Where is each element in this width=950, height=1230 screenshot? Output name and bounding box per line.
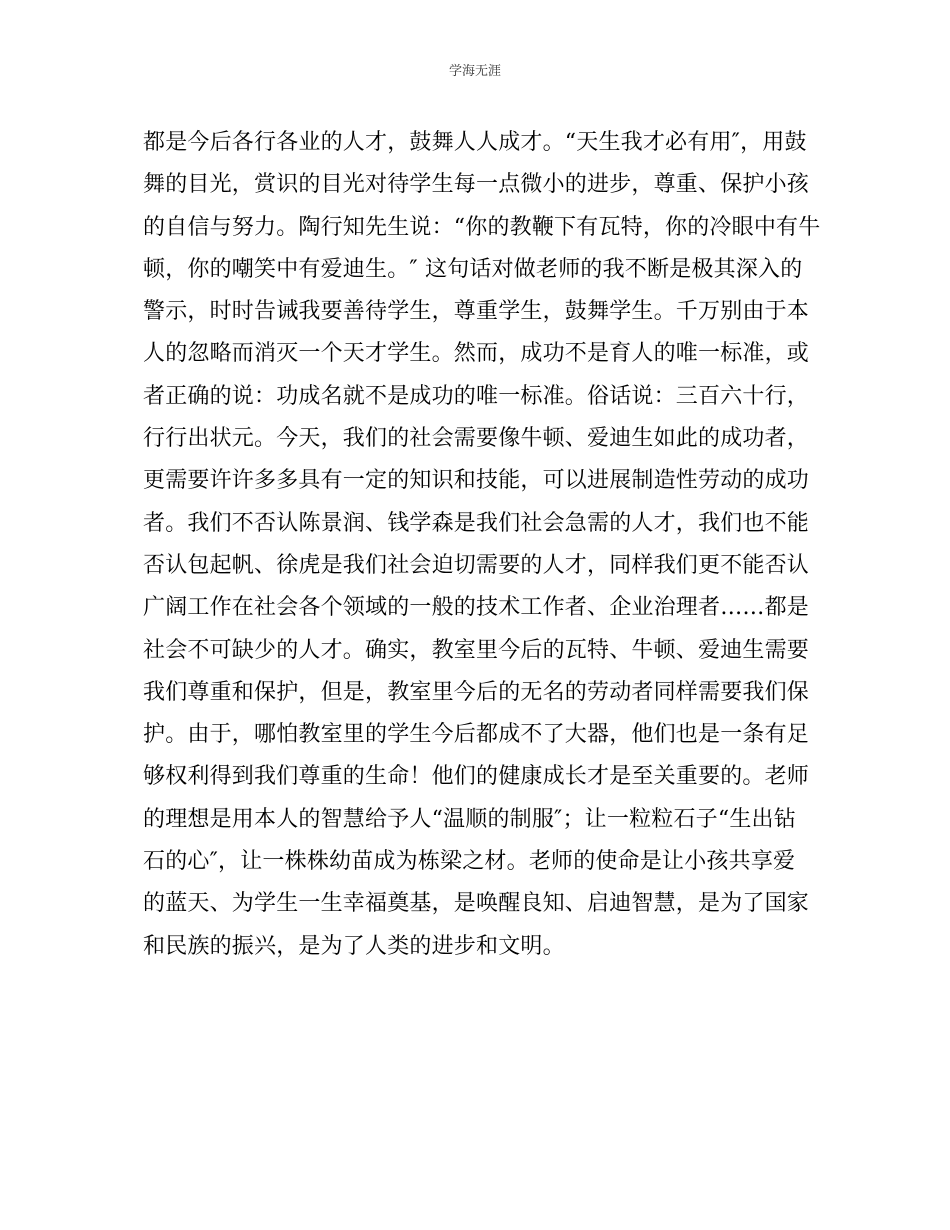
text-line: 广阔工作在社会各个领域的一般的技术工作者、企业治理者……都是	[143, 595, 810, 621]
text-line: 护。由于，哪怕教室里的学生今后都成不了大器，他们也是一条有足	[143, 722, 810, 748]
page-header: 学海无涯	[448, 64, 501, 79]
text-line: 够权利得到我们尊重的生命！他们的健康成长才是至关重要的。老师	[143, 764, 810, 790]
text-line: 舞的目光，赏识的目光对待学生每一点微小的进步，尊重、保护小孩	[143, 172, 810, 198]
text-line: 顿，你的嘲笑中有爱迪生。″ 这句话对做老师的我不断是极其深入的	[143, 256, 803, 282]
text-line: 者正确的说：功成名就不是成功的唯一标准。俗话说：三百六十行，	[143, 383, 810, 409]
text-line: 更需要许许多多具有一定的知识和技能，可以进展制造性劳动的成功	[143, 468, 810, 494]
text-line: 行行出状元。今天，我们的社会需要像牛顿、爱迪生如此的成功者，	[143, 426, 810, 452]
text-line: 社会不可缺少的人才。确实，教室里今后的瓦特、牛顿、爱迪生需要	[143, 637, 810, 663]
text-line: 我们尊重和保护，但是，教室里今后的无名的劳动者同样需要我们保	[143, 679, 810, 705]
body-paragraph	[143, 122, 821, 968]
text-line: 石的心″，让一株株幼苗成为栋梁之材。老师的使命是让小孩共享爱	[143, 849, 796, 875]
text-line: 都是今后各行各业的人才，鼓舞人人成才。“天生我才必有用″，用鼓	[143, 130, 807, 155]
text-line: 否认包起帆、徐虎是我们社会迫切需要的人才，同样我们更不能否认	[143, 552, 810, 578]
text-line: 警示，时时告诫我要善待学生，尊重学生，鼓舞学生。千万别由于本	[143, 299, 810, 325]
text-line: 人的忽略而消灭一个天才学生。然而，成功不是育人的唯一标准，或	[143, 341, 810, 367]
text-line: 的蓝天、为学生一生幸福奠基，是唤醒良知、启迪智慧，是为了国家	[143, 891, 810, 917]
text-line: 的自信与努力。陶行知先生说：“你的教鞭下有瓦特，你的冷眼中有牛	[143, 214, 821, 240]
text-line: 和民族的振兴，是为了人类的进步和文明。	[143, 933, 565, 959]
text-line: 的理想是用本人的智慧给予人“温顺的制服″；让一粒粒石子“生出钻	[143, 806, 796, 832]
text-line: 者。我们不否认陈景润、钱学森是我们社会急需的人才，我们也不能	[143, 510, 810, 536]
